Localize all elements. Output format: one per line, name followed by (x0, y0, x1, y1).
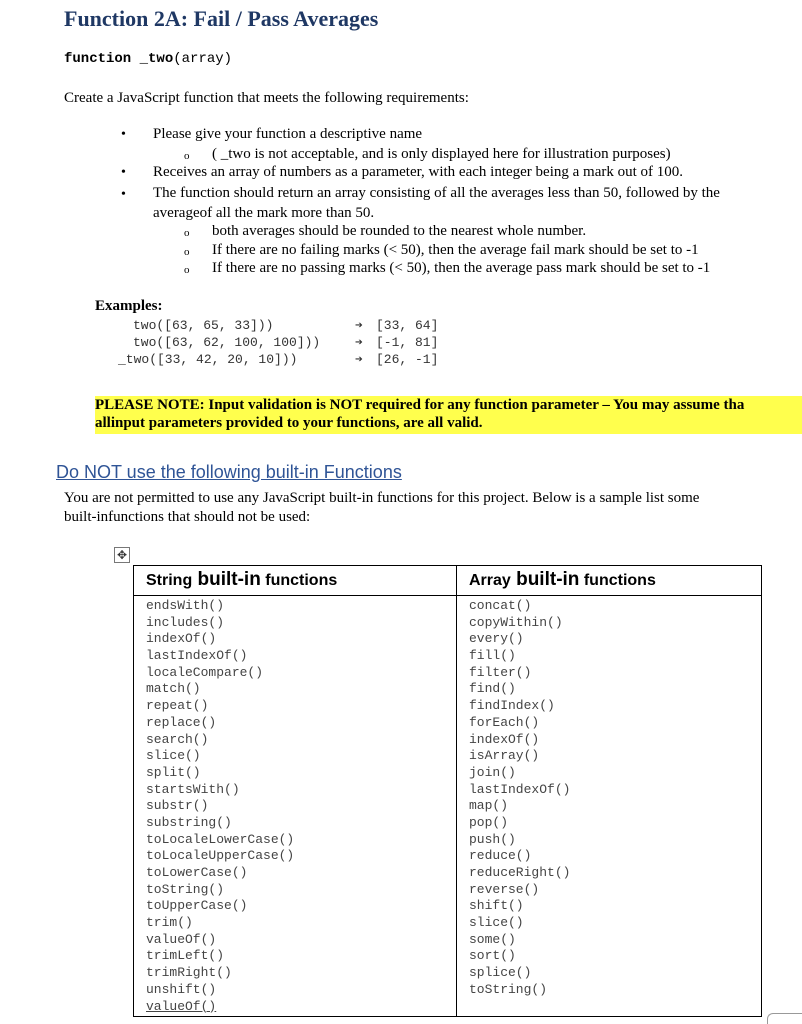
function-list-item: join() (469, 764, 516, 780)
bullet-icon: • (121, 127, 126, 142)
function-list-item: repeat() (146, 698, 209, 714)
function-list-item: every() (469, 631, 524, 647)
requirement-rounding: both averages should be rounded to the nearest whole number. (212, 223, 587, 239)
section-paragraph-line2: built-infunctions that should not be used: (64, 509, 311, 525)
function-list-item: split() (146, 764, 201, 780)
sub-bullet-icon: o (184, 246, 190, 258)
function-list-item: filter() (469, 664, 532, 680)
function-list-item: concat() (469, 598, 532, 613)
validation-note (95, 396, 802, 434)
function-list-item: valueOf() (146, 931, 217, 947)
function-list-item: findIndex() (469, 698, 555, 714)
function-list-item: localeCompare() (146, 664, 264, 680)
function-list-item: trim() (146, 915, 193, 931)
function-list-item: indexOf() (469, 731, 540, 747)
intro-text: Create a JavaScript function that meets the following requirements: (64, 90, 469, 106)
function-name: _two (139, 51, 174, 67)
page-corner-decoration (767, 1013, 802, 1024)
function-list-item: substring() (146, 814, 232, 830)
validation-note-line2: allinput parameters provided to your functions, are all valid. (95, 415, 483, 431)
function-list-item: replace() (146, 714, 217, 730)
requirement-name: Please give your function a descriptive name (153, 126, 423, 142)
function-list-item: slice() (146, 748, 201, 764)
function-list-item: copyWithin() (469, 614, 563, 630)
example-call: two([63, 62, 100, 100])) (133, 335, 321, 350)
function-list-item: pop() (469, 814, 509, 830)
arrow-icon: ➔ (355, 335, 363, 350)
function-list-item: splice() (469, 965, 532, 981)
function-list-item: map() (469, 798, 509, 814)
requirement-parameter: Receives an array of numbers as a parameter, with each integer being a mark out of 100. (153, 164, 684, 180)
function-list-item: toString() (469, 981, 548, 997)
function-list-item: forEach() (469, 714, 540, 730)
function-list-item: substr() (146, 798, 209, 814)
function-list-item: some() (469, 931, 516, 947)
function-list-item: toUpperCase() (146, 898, 248, 914)
function-list-item: reduceRight() (469, 865, 571, 880)
function-list-item: startsWith() (146, 781, 240, 797)
function-keyword: function (64, 51, 132, 67)
function-list-item: fill() (469, 648, 516, 664)
function-list-item: toLocaleUpperCase() (146, 848, 295, 864)
arrow-icon: ➔ (355, 352, 363, 367)
arrow-icon: ➔ (355, 318, 363, 333)
function-list-item: reverse() (469, 881, 540, 897)
function-list-item: trimLeft() (146, 948, 225, 964)
function-list-item: slice() (469, 915, 524, 931)
function-list-item: reduce() (469, 848, 532, 864)
string-functions-cell (134, 596, 457, 1017)
function-list-item: includes() (146, 614, 225, 630)
function-list-item: unshift() (146, 981, 217, 997)
function-list-item: push() (469, 831, 516, 847)
examples-heading: Examples: (95, 298, 163, 314)
page-title: Function 2A: Fail / Pass Averages (64, 6, 379, 31)
function-list-item: trimRight() (146, 965, 232, 981)
example-result: [33, 64] (376, 318, 439, 333)
function-list-item: lastIndexOf() (469, 781, 571, 797)
function-list-item: search() (146, 731, 209, 747)
function-list-item: shift() (469, 898, 524, 914)
table-move-handle-icon[interactable]: ✥ (114, 547, 130, 563)
sub-bullet-icon: o (184, 150, 190, 162)
function-list-item: lastIndexOf() (146, 648, 248, 664)
array-functions-list (457, 596, 761, 1000)
requirement-no-pass: If there are no passing marks (< 50), then the average pass mark should be set to -1 (212, 260, 711, 276)
example-result: [-1, 81] (376, 335, 439, 350)
example-result: [26, -1] (376, 352, 439, 367)
requirement-name-note: ( _two is not acceptable, and is only displayed here for illustration purposes) (212, 146, 671, 162)
bullet-icon: • (121, 187, 126, 202)
example-call: two([63, 65, 33])) (133, 318, 274, 333)
array-functions-header: Array built-in functions (457, 566, 762, 596)
section-paragraph-line1: You are not permitted to use any JavaScript built-in functions for this project. Below is a sample list some (64, 490, 700, 506)
validation-note-line1: PLEASE NOTE: Input validation is NOT required for any function parameter – You may assume tha (95, 397, 745, 413)
string-functions-header: String built-in functions (134, 566, 457, 596)
function-list-item: endsWith() (146, 598, 225, 613)
example-call: _two([33, 42, 20, 10])) (118, 352, 298, 367)
function-list-item: sort() (469, 948, 516, 964)
string-functions-list (134, 596, 456, 1016)
requirement-return-cont: averageof all the mark more than 50. (153, 205, 375, 221)
function-list-item: toLocaleLowerCase() (146, 831, 295, 847)
requirement-return: The function should return an array consisting of all the averages less than 50, followed by the (153, 185, 720, 201)
sub-bullet-icon: o (184, 264, 190, 276)
function-list-item: valueOf() (146, 998, 217, 1014)
builtin-functions-table (133, 565, 762, 1017)
function-list-item: indexOf() (146, 631, 217, 647)
array-functions-cell (457, 596, 762, 1017)
function-signature (64, 51, 232, 67)
function-params: (array) (173, 51, 233, 67)
function-list-item: match() (146, 681, 201, 697)
section-heading: Do NOT use the following built-in Functions (56, 462, 402, 482)
sub-bullet-icon: o (184, 227, 190, 239)
bullet-icon: • (121, 165, 126, 180)
function-list-item: toLowerCase() (146, 865, 248, 880)
requirement-no-fail: If there are no failing marks (< 50), then the average fail mark should be set to -1 (212, 242, 699, 258)
function-list-item: isArray() (469, 748, 540, 764)
function-list-item: find() (469, 681, 516, 697)
function-list-item: toString() (146, 881, 225, 897)
